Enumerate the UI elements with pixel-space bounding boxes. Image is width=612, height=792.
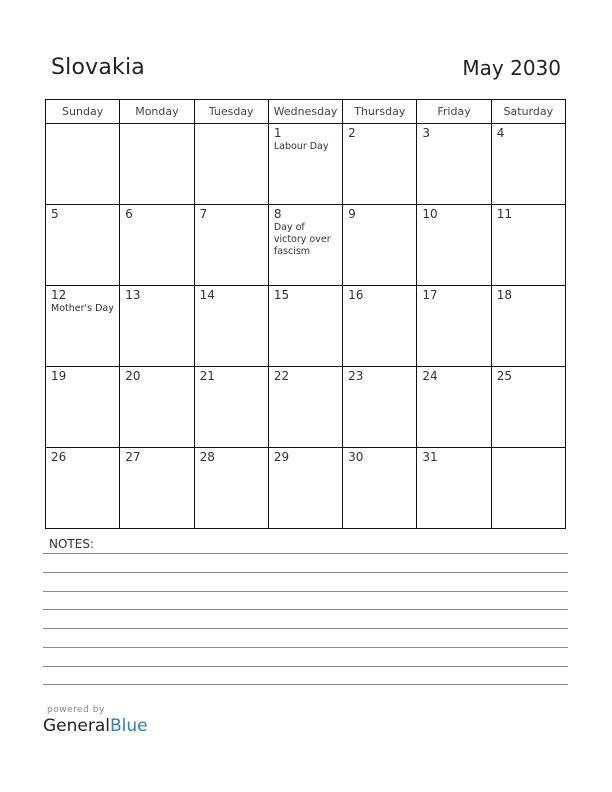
weekday-tuesday: Tuesday bbox=[194, 100, 268, 124]
day-number: 31 bbox=[422, 450, 438, 464]
day-number: 2 bbox=[348, 126, 356, 140]
day-cell bbox=[120, 286, 194, 367]
day-number: 8 bbox=[273, 207, 282, 221]
day-cell bbox=[343, 205, 417, 286]
day-number: 30 bbox=[348, 450, 364, 464]
holiday-label: Mother's Day bbox=[51, 303, 114, 314]
day-number: 11 bbox=[496, 207, 512, 221]
brand-general: General bbox=[43, 716, 110, 736]
day-number: 10 bbox=[422, 207, 438, 221]
day-cell bbox=[46, 205, 120, 286]
notes-line bbox=[43, 666, 568, 667]
day-number: 26 bbox=[51, 450, 67, 464]
day-number: 3 bbox=[422, 126, 431, 140]
day-number: 27 bbox=[125, 450, 141, 464]
weekday-wednesday: Wednesday bbox=[268, 100, 342, 124]
notes-line bbox=[43, 572, 568, 573]
day-number: 16 bbox=[348, 288, 364, 302]
weekday-sunday: Sunday bbox=[46, 100, 120, 124]
day-cell bbox=[417, 286, 491, 367]
day-cell bbox=[491, 367, 565, 448]
day-cell bbox=[120, 367, 194, 448]
day-cell bbox=[46, 286, 120, 367]
week-row bbox=[46, 367, 566, 448]
day-number: 15 bbox=[273, 288, 290, 302]
week-row bbox=[46, 205, 566, 286]
day-number: 20 bbox=[125, 369, 141, 383]
notes-line bbox=[43, 684, 568, 685]
calendar-grid bbox=[45, 99, 566, 529]
day-cell bbox=[268, 367, 342, 448]
holiday-label: Day of victory over fascism bbox=[273, 222, 331, 257]
day-cell bbox=[343, 286, 417, 367]
day-cell bbox=[491, 286, 565, 367]
day-cell bbox=[491, 124, 565, 205]
weekday-header-row bbox=[46, 100, 566, 124]
notes-line bbox=[43, 591, 568, 592]
day-number: 1 bbox=[273, 126, 282, 140]
notes-line bbox=[43, 609, 568, 610]
weekday-friday: Friday bbox=[417, 100, 491, 124]
day-number: 6 bbox=[125, 207, 133, 221]
day-number: 4 bbox=[496, 126, 505, 140]
weekday-thursday: Thursday bbox=[343, 100, 417, 124]
day-number: 22 bbox=[273, 369, 290, 383]
day-cell bbox=[194, 124, 268, 205]
day-number: 21 bbox=[199, 369, 215, 383]
country-title: Slovakia bbox=[51, 55, 145, 80]
brand-logo bbox=[43, 716, 148, 736]
day-cell bbox=[417, 124, 491, 205]
day-cell bbox=[46, 124, 120, 205]
day-cell bbox=[46, 367, 120, 448]
day-cell bbox=[120, 124, 194, 205]
month-year-title: May 2030 bbox=[462, 56, 561, 80]
day-cell bbox=[343, 448, 417, 529]
holiday-label: Labour Day bbox=[273, 141, 329, 152]
day-number: 17 bbox=[422, 288, 438, 302]
day-number: 29 bbox=[273, 450, 290, 464]
day-cell bbox=[194, 205, 268, 286]
day-cell bbox=[194, 448, 268, 529]
week-row bbox=[46, 448, 566, 529]
day-number: 5 bbox=[51, 207, 59, 221]
day-cell bbox=[491, 205, 565, 286]
day-cell bbox=[194, 286, 268, 367]
day-cell bbox=[417, 448, 491, 529]
notes-label: NOTES: bbox=[49, 537, 94, 551]
day-number: 18 bbox=[496, 288, 512, 302]
day-number: 24 bbox=[422, 369, 438, 383]
notes-line bbox=[43, 553, 568, 554]
day-cell bbox=[268, 286, 342, 367]
day-cell bbox=[46, 448, 120, 529]
day-cell bbox=[491, 448, 565, 529]
notes-line bbox=[43, 628, 568, 629]
day-number: 7 bbox=[199, 207, 208, 221]
day-number: 12 bbox=[51, 288, 67, 302]
day-number: 19 bbox=[51, 369, 67, 383]
notes-line bbox=[43, 647, 568, 648]
day-cell bbox=[417, 367, 491, 448]
brand-blue: Blue bbox=[110, 716, 148, 736]
day-cell bbox=[120, 205, 194, 286]
day-cell bbox=[268, 205, 342, 286]
day-cell bbox=[120, 448, 194, 529]
day-cell bbox=[417, 205, 491, 286]
weekday-monday: Monday bbox=[120, 100, 194, 124]
weekday-saturday: Saturday bbox=[491, 100, 565, 124]
week-row bbox=[46, 124, 566, 205]
day-number: 25 bbox=[496, 369, 512, 383]
day-number: 9 bbox=[348, 207, 356, 221]
day-number: 23 bbox=[348, 369, 364, 383]
day-cell bbox=[268, 124, 342, 205]
day-number: 13 bbox=[125, 288, 141, 302]
powered-by-text: powered by bbox=[47, 705, 105, 715]
day-cell bbox=[268, 448, 342, 529]
day-cell bbox=[343, 367, 417, 448]
day-number: 28 bbox=[199, 450, 215, 464]
day-cell bbox=[343, 124, 417, 205]
day-number: 14 bbox=[199, 288, 215, 302]
week-row bbox=[46, 286, 566, 367]
day-cell bbox=[194, 367, 268, 448]
